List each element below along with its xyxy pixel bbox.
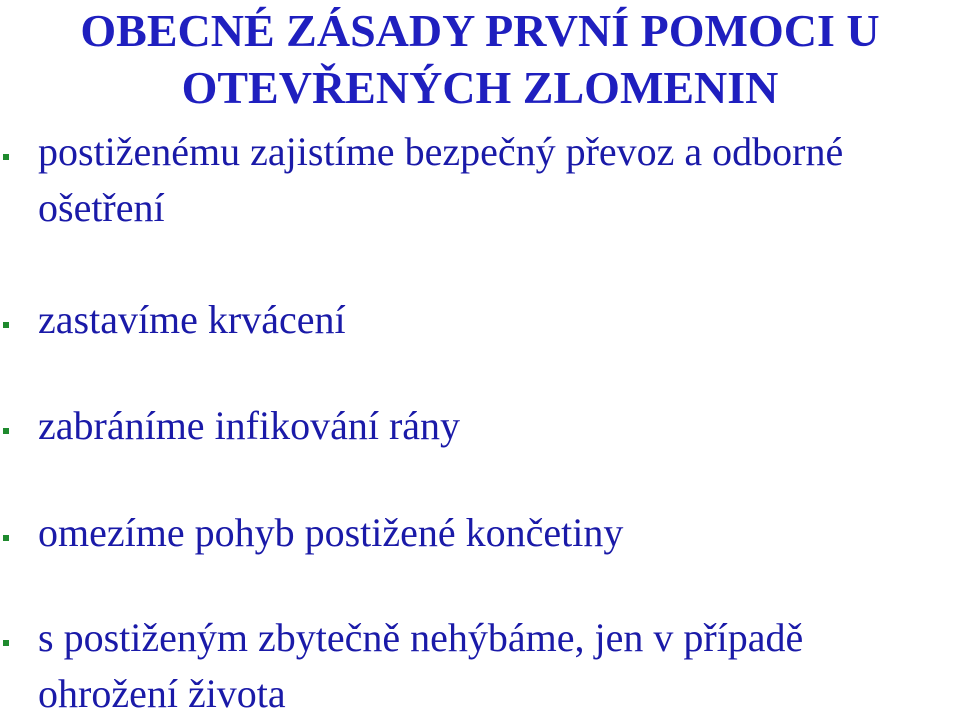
square-bullet-icon (3, 322, 9, 328)
slide-title (0, 2, 960, 116)
title-line-2: OTEVŘENÝCH ZLOMENIN (181, 62, 779, 113)
bullet-text-line-1: omezíme pohyb postižené končetiny (38, 510, 624, 555)
bullet-text (38, 124, 958, 236)
square-bullet-icon (3, 535, 9, 541)
bullet-text-line-1: postiženému zajistíme bezpečný převoz a odborné (38, 129, 844, 174)
square-bullet-icon (3, 428, 9, 434)
bullet-text (38, 398, 958, 454)
bullet-text (38, 292, 958, 348)
square-bullet-icon (3, 640, 9, 646)
bullet-text (38, 610, 958, 722)
title-line-1: OBECNÉ ZÁSADY PRVNÍ POMOCI U (80, 5, 880, 56)
bullet-text-line-1: zabráníme infikování rány (38, 403, 461, 448)
bullet-text-line-1: zastavíme krvácení (38, 297, 346, 342)
bullet-text (38, 505, 958, 561)
bullet-text-line-2: ošetření (38, 185, 165, 230)
bullet-text-line-2: ohrožení života (38, 671, 286, 716)
square-bullet-icon (3, 154, 9, 160)
bullet-text-line-1: s postiženým zbytečně nehýbáme, jen v případě (38, 615, 804, 660)
